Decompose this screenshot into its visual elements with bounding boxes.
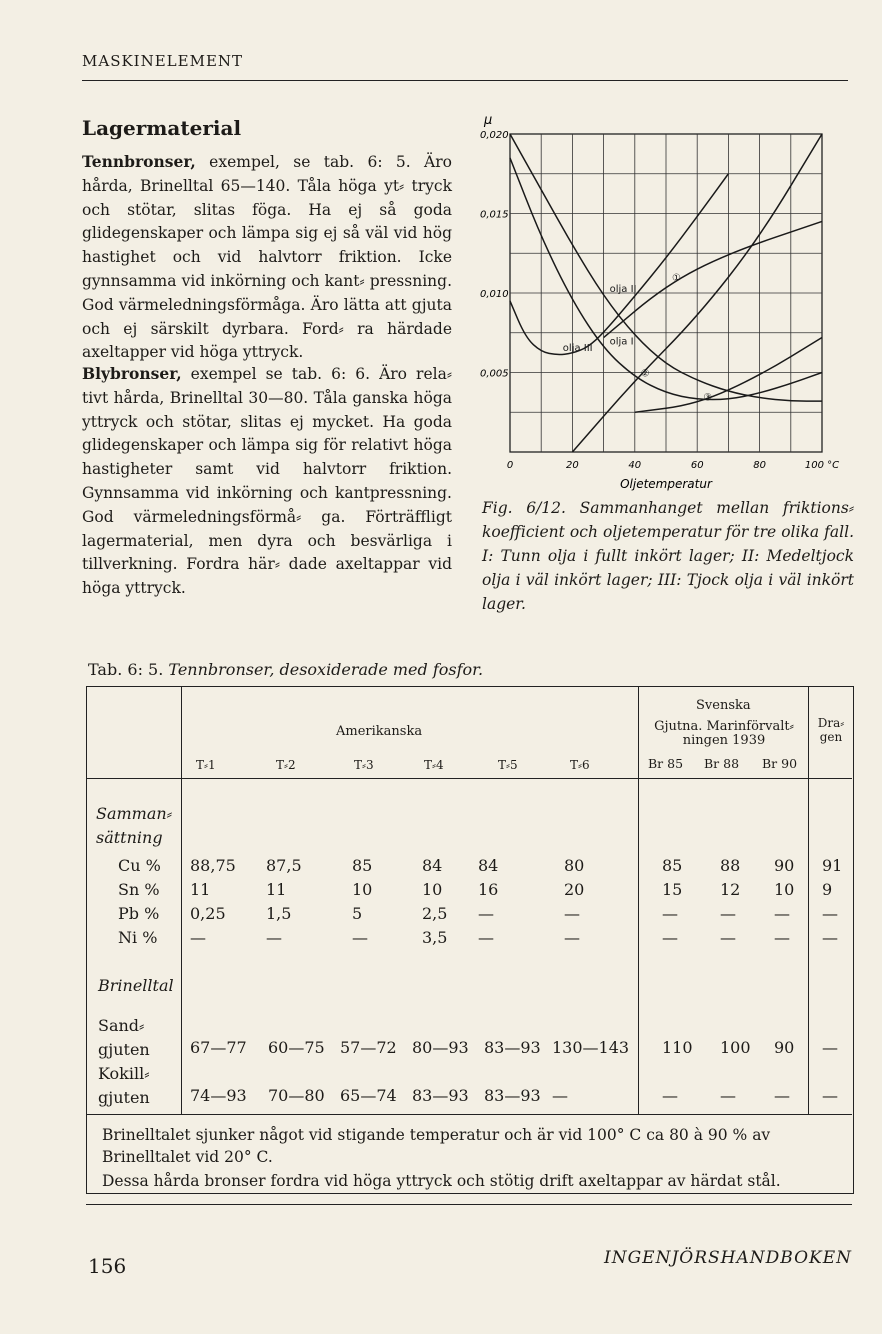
curve-label-1: ① — [672, 273, 681, 285]
column-header: Br 88 — [704, 756, 740, 771]
table-cell: 70—80 — [268, 1086, 325, 1105]
header-rule — [82, 80, 848, 81]
column-header: T⸗6 — [570, 758, 590, 772]
table-cell: — — [478, 928, 494, 947]
table-cell: 2,5 — [422, 904, 448, 923]
curve-label-III: olja III — [562, 343, 593, 355]
table-cell: 110 — [662, 1038, 693, 1057]
table-cell: 74—93 — [190, 1086, 247, 1105]
table-cell: 12 — [720, 880, 741, 899]
table-cell: 1,5 — [266, 904, 292, 923]
table-vline — [808, 686, 809, 1114]
table-cell: 88,75 — [190, 856, 236, 875]
table-cell: — — [564, 904, 580, 923]
book-title: INGENJÖRSHANDBOKEN — [604, 1248, 852, 1268]
table-cell: 100 — [720, 1038, 751, 1057]
y-tick-label: 0,015 — [480, 209, 509, 221]
table-cell: 80—93 — [412, 1038, 469, 1057]
y-axis-label: μ — [484, 113, 493, 128]
table-cell: 10 — [422, 880, 443, 899]
table-cell: 87,5 — [266, 856, 302, 875]
y-tick-labels — [480, 130, 509, 380]
table-cell: 5 — [352, 904, 363, 923]
section-brinell: Brinelltal — [98, 976, 174, 995]
table-cell: — — [662, 928, 678, 947]
table-cell: 83—93 — [484, 1086, 541, 1105]
column-header: Br 90 — [762, 756, 798, 771]
x-tick-label: 100 °C — [804, 460, 840, 471]
row-label: Pb % — [118, 904, 160, 923]
table-cell: 65—74 — [340, 1086, 397, 1105]
table-cell: 60—75 — [268, 1038, 325, 1057]
row-label: Sn % — [118, 880, 160, 899]
table-cell: — — [352, 928, 368, 947]
x-tick-label: 60 — [690, 460, 704, 471]
group-american: Amerikanska — [336, 724, 423, 739]
table-cell: — — [720, 1086, 736, 1105]
table-cell: 85 — [352, 856, 373, 875]
x-tick-label: 80 — [753, 460, 766, 471]
table-cell: — — [552, 1086, 568, 1105]
curve-label-3: ③ — [703, 392, 713, 404]
table-cell: — — [266, 928, 282, 947]
x-tick-labels — [507, 460, 839, 471]
table-cell: 83—93 — [412, 1086, 469, 1105]
paragraph-text: exempel, se tab. 6: 5. Äro hårda, Brinelltal 65—140. Tåla höga yt⸗ tryck och stötar, slitas föga. Ha ej så goda glidegenskaper och lämpa sig ej så väl vid hög hastighet och vid halvtorr friktion. Icke gynnsamma vid inkörning och kant⸗ pressning. God värmeledningsförmåga. Äro lätta att gjuta och ej särskilt dyrbara. Ford⸗ ra härdade axeltapper vid höga yttryck. — [82, 153, 452, 362]
table-cell: 16 — [478, 880, 499, 899]
column-header: T⸗4 — [424, 758, 444, 772]
table-cell: — — [190, 928, 206, 947]
bronze-table — [86, 686, 852, 1192]
table-cell: 85 — [662, 856, 683, 875]
figure-caption: Fig. 6/12. Sammanhanget mellan friktions⸗ koefficient och oljetemperatur för tre olika fall. I: Tunn olja i fullt inkört lager; II: Medeltjock olja i väl inkört lager; III: Tjock olja i väl inkört lager. — [482, 499, 854, 613]
table-vline — [181, 686, 182, 1114]
table-cell: 10 — [352, 880, 373, 899]
x-tick-label: 20 — [566, 460, 579, 471]
curve-label-I: olja I — [609, 336, 634, 348]
friction-chart — [476, 104, 856, 496]
table-cell: — — [822, 1086, 838, 1105]
col-drag: Dra⸗ gen — [817, 716, 845, 744]
table-cell: — — [662, 904, 678, 923]
table-cell: 67—77 — [190, 1038, 247, 1057]
table-cell: — — [662, 1086, 678, 1105]
table-cell: — — [774, 904, 790, 923]
table-cell: — — [822, 1038, 838, 1057]
section-composition: Samman⸗ sättning — [96, 804, 173, 847]
table-cell: — — [478, 904, 494, 923]
table-title-text: Tennbronser, desoxiderade med fosfor. — [168, 660, 484, 679]
paragraph-tennbronser — [82, 150, 452, 365]
curve-1 — [604, 221, 822, 337]
table-cell: 57—72 — [340, 1038, 397, 1057]
table-cell: — — [720, 928, 736, 947]
table-cell: 84 — [478, 856, 499, 875]
column-header: T⸗5 — [498, 758, 518, 772]
swedish-subheader: Gjutna. Marinförvalt⸗ ningen 1939 — [654, 719, 794, 748]
table-cell: 83—93 — [484, 1038, 541, 1057]
table-cell: 88 — [720, 856, 741, 875]
table-cell: — — [774, 928, 790, 947]
group-swedish: Svenska — [696, 698, 751, 713]
bottom-rule — [86, 1204, 852, 1205]
table-cell: 84 — [422, 856, 443, 875]
column-header: T⸗3 — [354, 758, 374, 772]
table-cell: — — [774, 1086, 790, 1105]
x-axis-label: Oljetemperatur — [620, 477, 712, 491]
row-label: Ni % — [118, 928, 158, 947]
x-tick-label: 40 — [628, 460, 642, 471]
row-label: Sand⸗ gjuten — [98, 1016, 150, 1059]
table-cell: 11 — [190, 880, 211, 899]
section-title: Lagermaterial — [82, 116, 242, 140]
table-cell: — — [822, 928, 838, 947]
column-header: T⸗2 — [276, 758, 296, 772]
row-label: Cu % — [118, 856, 161, 875]
y-tick-label: 0,010 — [480, 289, 509, 300]
table-cell: 0,25 — [190, 904, 226, 923]
column-header: T⸗1 — [196, 758, 216, 772]
running-header: MASKINELEMENT — [82, 52, 244, 70]
table-cell: 130—143 — [552, 1038, 630, 1057]
table-cell: — — [822, 904, 838, 923]
table-cell: 11 — [266, 880, 287, 899]
table-cell: 9 — [822, 880, 833, 899]
table-hline — [86, 778, 852, 779]
y-tick-label: 0,005 — [480, 368, 509, 380]
table-cell: 91 — [822, 856, 843, 875]
table-cell: — — [564, 928, 580, 947]
table-cell: 90 — [774, 1038, 795, 1057]
x-tick-label: 0 — [506, 460, 514, 471]
table-title — [88, 660, 483, 679]
table-hline — [86, 1114, 852, 1115]
table-cell: 20 — [564, 880, 585, 899]
paragraph-blybronser — [82, 362, 452, 601]
table-cell: 3,5 — [422, 928, 448, 947]
table-cell: — — [720, 904, 736, 923]
row-label: Kokill⸗ gjuten — [98, 1064, 150, 1107]
table-cell: 80 — [564, 856, 585, 875]
table-note: Brinelltalet sjunker något vid stigande temperatur och är vid 100° C ca 80 à 90 % av Brinelltalet vid 20° C. — [102, 1126, 771, 1166]
table-vline — [638, 686, 639, 1114]
y-tick-label: 0,020 — [480, 130, 509, 141]
table-number: Tab. 6: 5. — [88, 660, 164, 679]
table-cell: 15 — [662, 880, 683, 899]
column-header: Br 85 — [648, 756, 684, 771]
curve-III — [510, 174, 728, 355]
paragraph-lead: Blybronser, — [82, 364, 182, 383]
chart-grid — [510, 134, 822, 452]
paragraph-lead: Tennbronser, — [82, 152, 196, 171]
table-cell: 10 — [774, 880, 795, 899]
table-cell: 90 — [774, 856, 795, 875]
table-note: Dessa hårda bronser fordra vid höga yttryck och stötig drift axeltappar av härdat stål. — [102, 1172, 781, 1190]
paragraph-text: exempel se tab. 6: 6. Äro rela⸗ tivt hårda, Brinelltal 30—80. Tåla ganska höga yttryck och stötar, slitas ej mycket. Ha goda glidegenskaper och lämpa sig för relativt höga hastigheter samt vid halvtorr friktion. Gynnsamma vid inkörning och kantpressning. God värmeledningsförmå⸗ ga. Förträffligt lagermaterial, men dyra och besvärliga i tillverkning. Fordra här⸗ dade axeltappar vid höga yttryck. — [82, 365, 452, 598]
page-number: 156 — [88, 1254, 127, 1278]
curve-label-2: ② — [640, 368, 650, 380]
curve-label-II: olja II — [609, 284, 637, 296]
